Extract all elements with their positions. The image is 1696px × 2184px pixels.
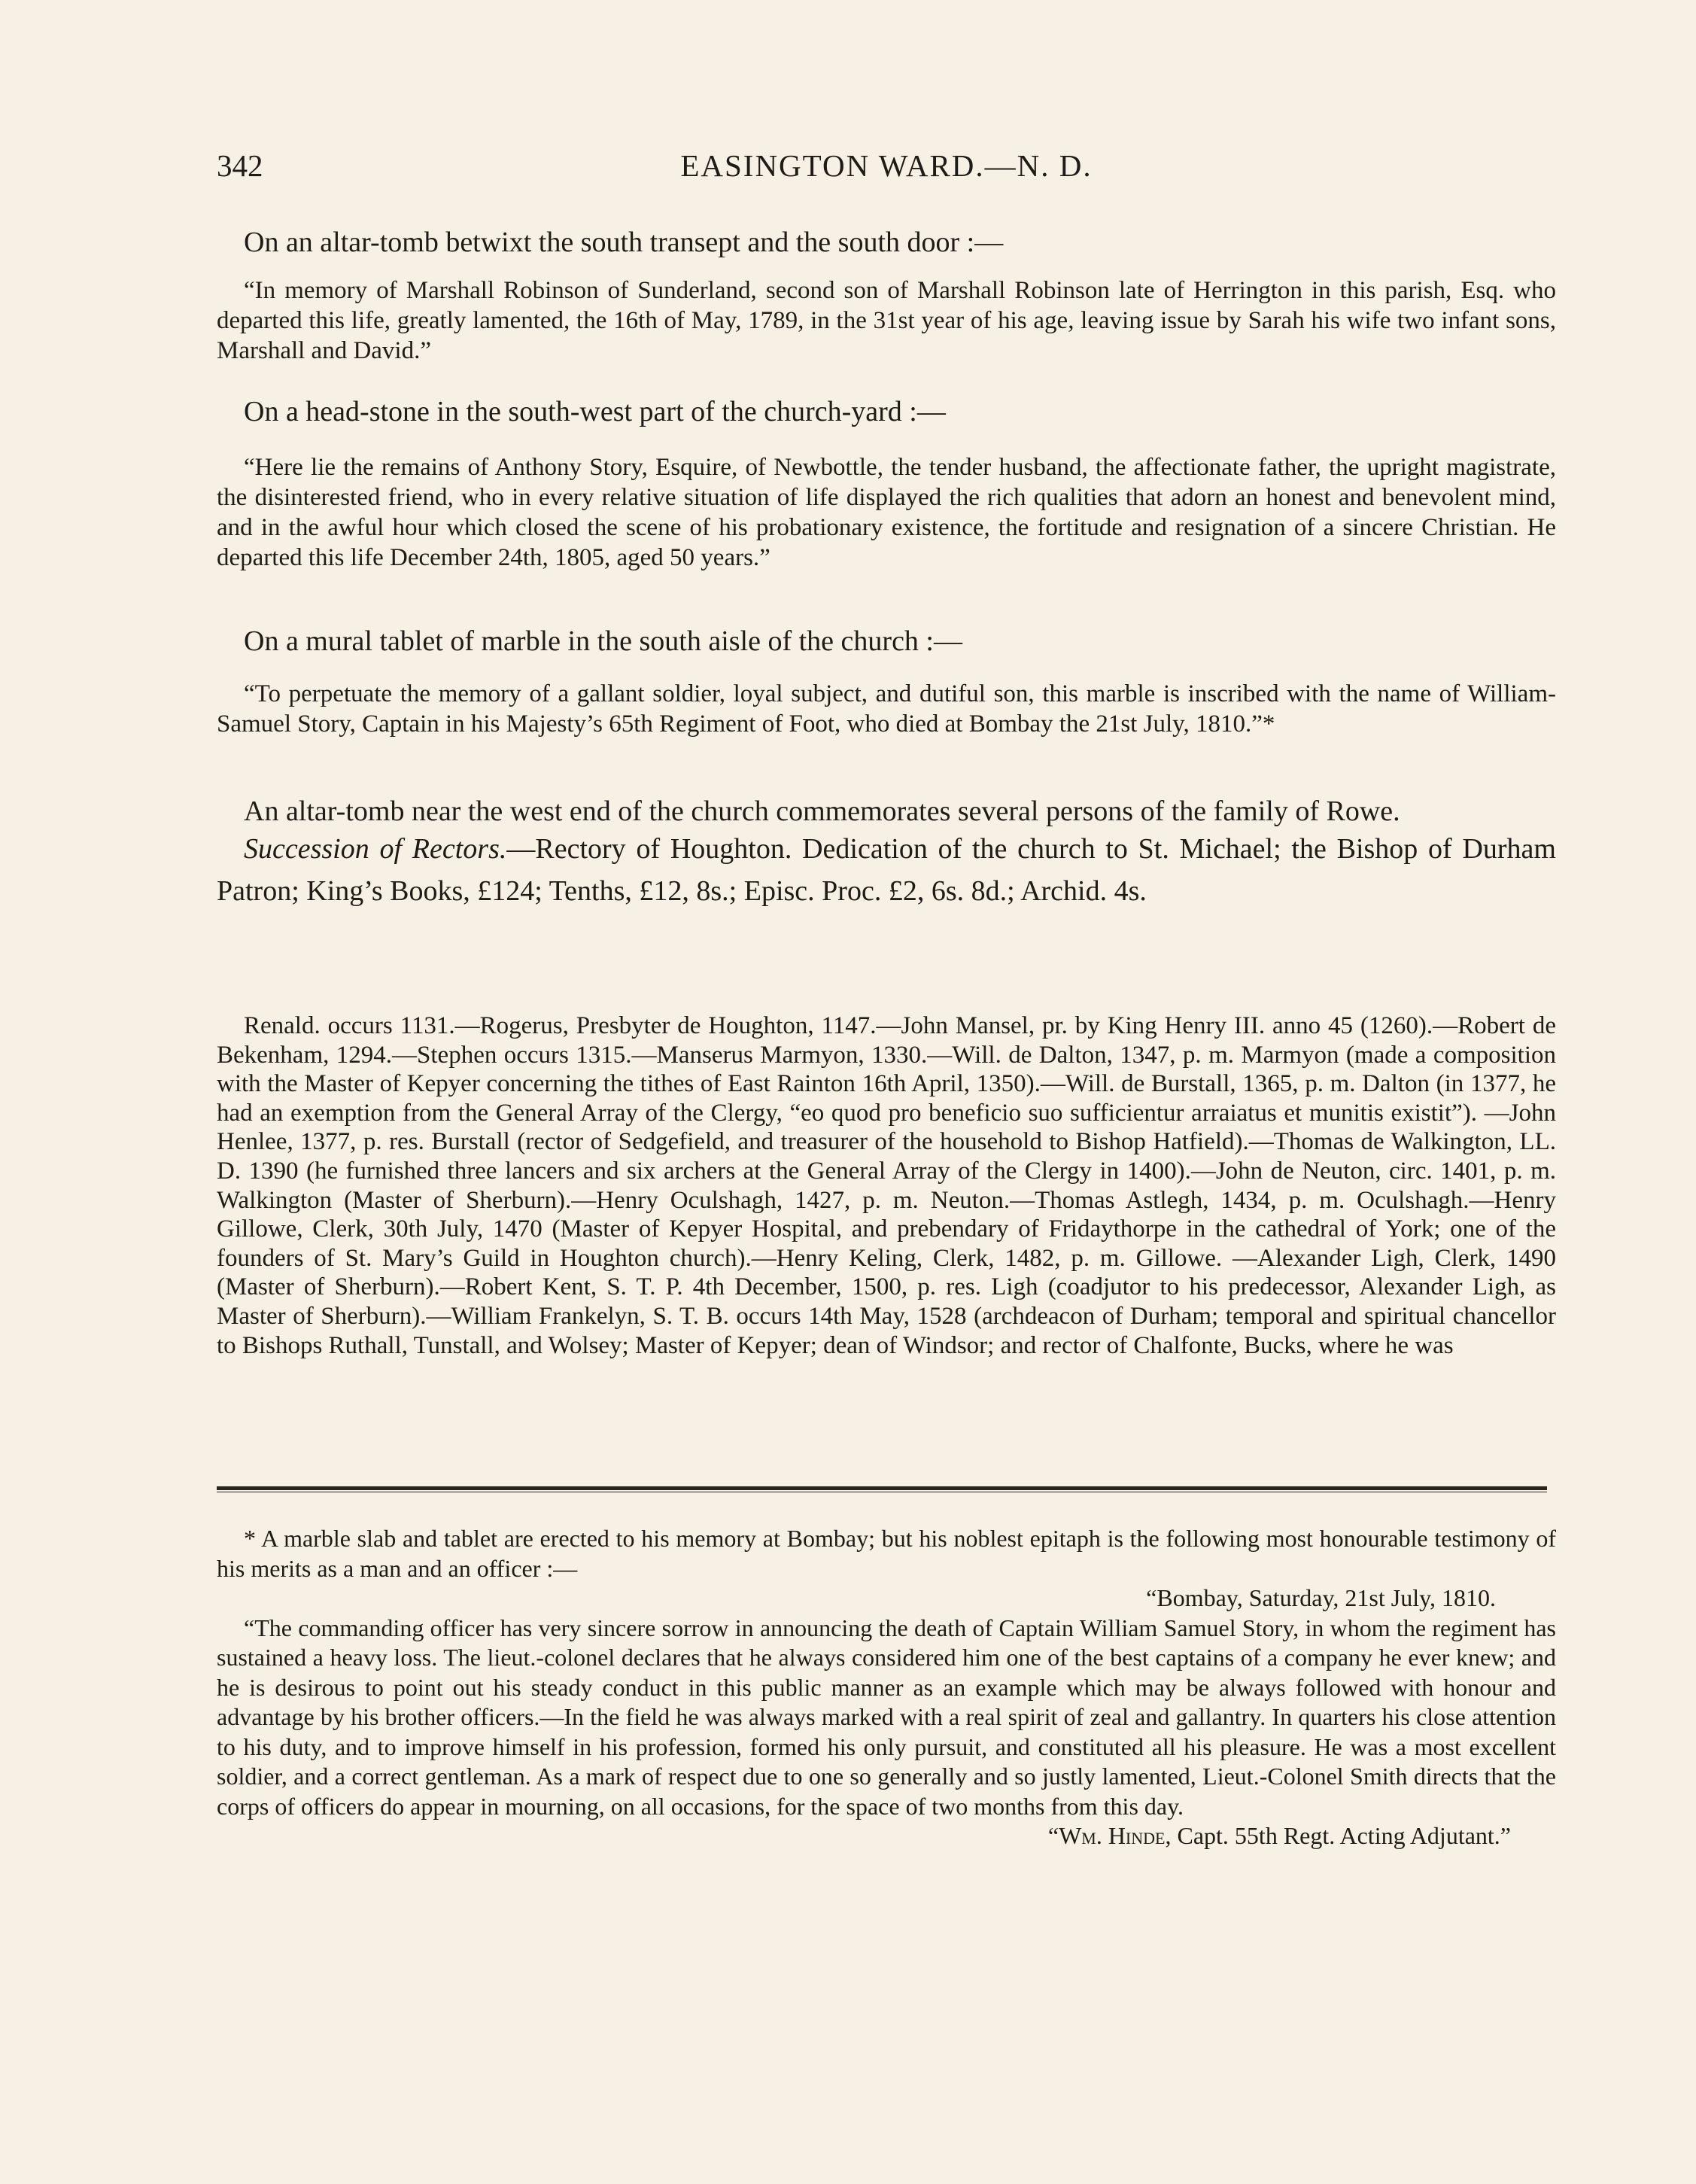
signature-name: “Wm. Hinde, xyxy=(1047,1822,1172,1849)
succession-heading: Succession of Rectors. xyxy=(244,833,507,865)
section-altar-tomb xyxy=(217,223,1556,366)
section-lead: On a mural tablet of marble in the south aisle of the church :— xyxy=(244,625,962,657)
rectors-list-text: Renald. occurs 1131.—Rogerus, Presbyter de Houghton, 1147.—John Mansel, pr. by King Henry III. anno 45 (1260).—Robert de Bekenham, 1294.—Stephen occurs 1315.—Manserus Marmyon, 1330.—Will. de Dalton, 1347, p. m. Marmyon (made a composition with the Master of Kepyer concerning the tithes of East Rainton 16th April, 1350).—Will. de Burstall, 1365, p. m. Dalton (in 1377, he had an exemption from the General Array of the Clergy, “eo quod pro beneficio suo sufficientur arraiatus et munitis existit”). —John Henlee, 1377, p. res. Burstall (rector of Sedgefield, and treasurer of the household to Bishop Hatfield).—Thomas de Walkington, LL. D. 1390 (he furnished three lancers and six archers at the General Array of the Clergy in 1400).—John de Neuton, circ. 1401, p. m. Walkington (Master of Sherburn).—Henry Oculshagh, 1427, p. m. Neuton.—Thomas Astlegh, 1434, p. m. Oculshagh.—Henry Gillowe, Clerk, 30th July, 1470 (Master of Kepyer Hospital, and prebendary of Fridaythorpe in the cathedral of York; one of the founders of St. Mary’s Guild in Houghton church).—Henry Keling, Clerk, 1482, p. m. Gillowe. —Alexander Ligh, Clerk, 1490 (Master of Sherburn).—Robert Kent, S. T. P. 4th December, 1500, p. res. Ligh (coadjutor to his predecessor, Alexander Ligh, as Master of Sherburn).—William Frankelyn, S. T. B. occurs 14th May, 1528 (archdeacon of Durham; temporal and spiritual chancellor to Bishops Ruthall, Tunstall, and Wolsey; Master of Kepyer; dean of Windsor; and rector of Chalfonte, Bucks, where he was xyxy=(217,1012,1556,1359)
running-title: EASINGTON WARD.—N. D. xyxy=(680,148,1093,183)
section-lead: On a head-stone in the south-west part of the church-yard :— xyxy=(244,396,946,427)
section-mural-tablet xyxy=(217,622,1556,739)
footnote-body: “The commanding officer has very sincere sorrow in announcing the death of Captain William Samuel Story, in whom the regiment has sustained a heavy loss. The lieut.-colonel declares that he always considered him one of the best captains of a company he ever knew; and he is desirous to point out his steady conduct in this public manner as an example which may be always followed with honour and advantage by his brother officers.—In the field he was always marked with a real spirit of zeal and gallantry. In quarters his close attention to his duty, and to improve himself in his profession, formed his only pursuit, and constituted all his pleasure. He was a most excellent soldier, and a correct gentleman. As a mark of respect due to one so generally and so justly lamented, Lieut.-Colonel Smith directs that the corps of officers do appear in mourning, on all occasions, for the space of two months from this day. xyxy=(217,1614,1556,1820)
footnote-intro: * A marble slab and tablet are erected to his memory at Bombay; but his noblest epitaph is the following most honourable testimony of his merits as a man and an officer :— xyxy=(217,1525,1556,1582)
inscription-quote: “To perpetuate the memory of a gallant soldier, loyal subject, and dutiful son, this marble is inscribed with the name of William-Samuel Story, Captain in his Majesty’s 65th Regiment of Foot, who died at Bombay the 21st July, 1810.”* xyxy=(217,680,1556,738)
inscription-quote: “In memory of Marshall Robinson of Sunderland, second son of Marshall Robinson late of Herrington in this parish, Esq. who departed this life, greatly lamented, the 16th of May, 1789, in the 31st year of his age, leaving issue by Sarah his wife two infant sons, Marshall and David.” xyxy=(217,277,1556,364)
rectors-list xyxy=(217,1011,1556,1360)
page-number: 342 xyxy=(217,148,263,183)
section-lead: On an altar-tomb betwixt the south transept and the south door :— xyxy=(244,227,1004,258)
succession-paragraph xyxy=(217,828,1556,912)
altar-tomb-paragraph: An altar-tomb near the west end of the church commemorates several persons of the family of Rowe. xyxy=(244,795,1400,827)
signature-rest: Capt. 55th Regt. Acting Adjutant.” xyxy=(1171,1822,1511,1849)
section-head-stone xyxy=(217,392,1556,573)
succession-text: —Rectory of Houghton. Dedication of the church to St. Michael; the Bishop of Durham Patron; King’s Books, £124; Tenths, £12, 8s.; Episc. Proc. £2, 6s. 8d.; Archid. 4s. xyxy=(217,833,1556,907)
page-header xyxy=(217,148,1556,193)
inscription-quote: “Here lie the remains of Anthony Story, Esquire, of Newbottle, the tender husband, the affectionate father, the upright magistrate, the disinterested friend, who in every relative situation of life displayed the rich qualities that adorn an honest and benevolent mind, and in the awful hour which closed the scene of his probationary existence, the fortitude and resignation of a sincere Christian. He departed this life December 24th, 1805, aged 50 years.” xyxy=(217,454,1556,571)
footnote-signature xyxy=(217,1821,1556,1851)
footnote-dateline: “Bombay, Saturday, 21st July, 1810. xyxy=(1146,1584,1496,1611)
section-altar-tomb-rowe xyxy=(217,790,1556,912)
footnote xyxy=(217,1524,1556,1851)
footnote-rule xyxy=(217,1486,1547,1492)
